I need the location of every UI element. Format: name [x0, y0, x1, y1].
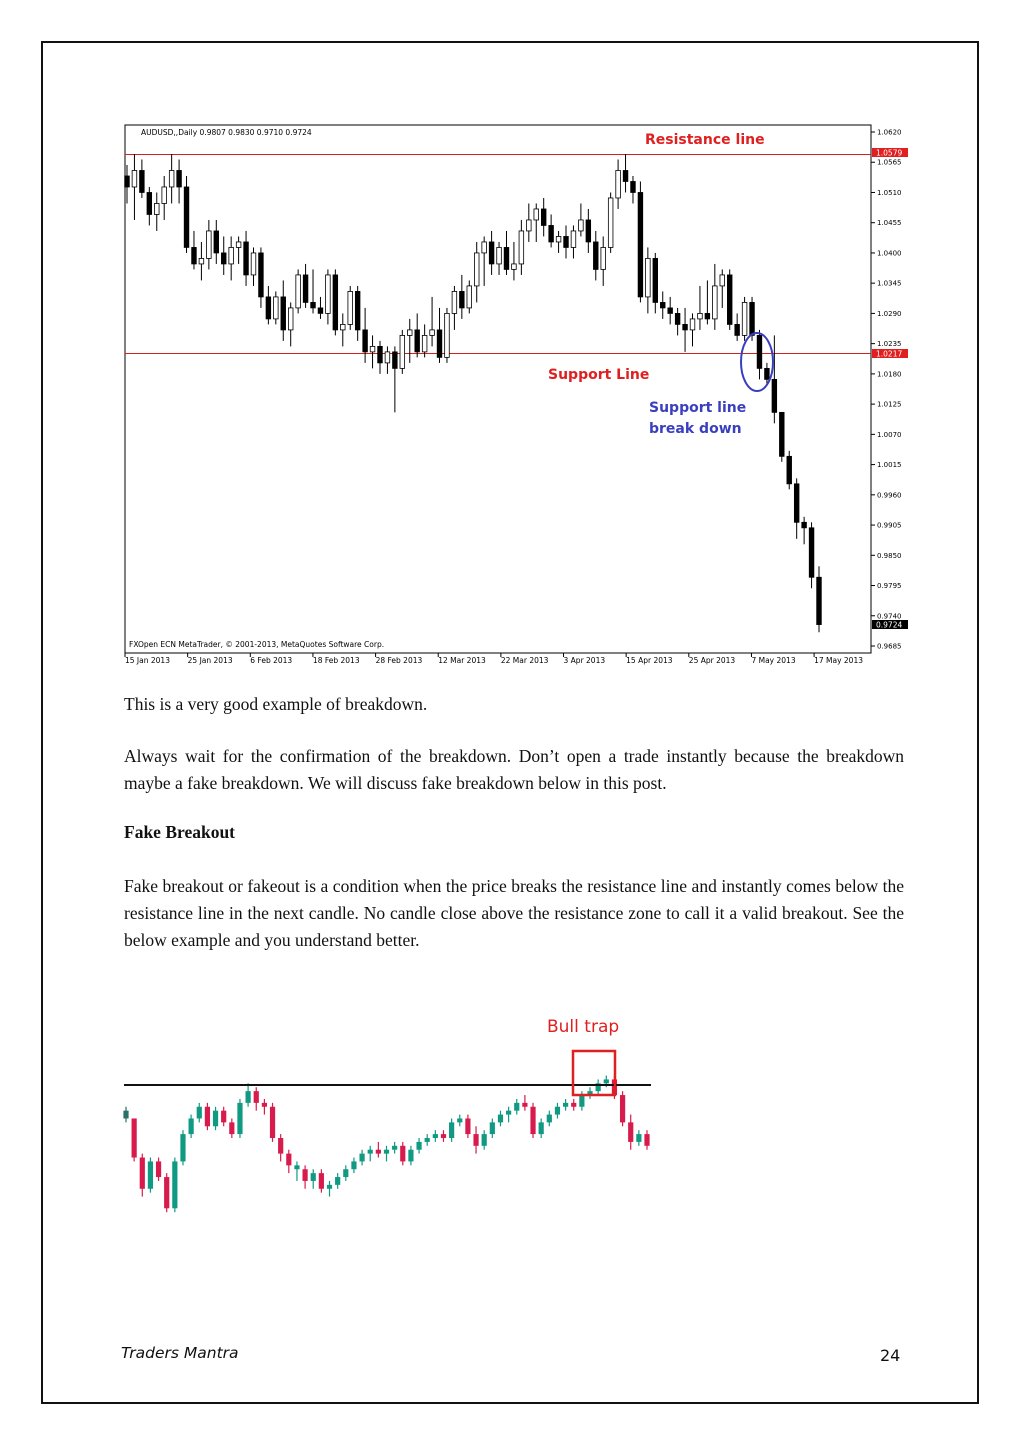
x-tick-label: 17 May 2013	[814, 656, 864, 665]
y-tick-label: 0.9850	[877, 551, 902, 560]
candle-body-bear	[549, 225, 554, 241]
candle-body-bear	[319, 1173, 324, 1189]
candle-body-bull	[506, 1111, 511, 1115]
support-price-label: 1.0217	[876, 349, 903, 359]
candle	[294, 1161, 299, 1181]
candle-body-bear	[415, 330, 420, 352]
candle-body-bull	[199, 258, 204, 263]
candle-body-bull	[534, 209, 539, 220]
candle	[563, 1099, 568, 1111]
paragraph-fakeout-definition: Fake breakout or fakeout is a condition when the price breaks the resistance line and instantly comes below the resistance line in the next candle. No candle close above the resistance zone to call it a valid breakout. See the below example and you understand better.	[124, 876, 904, 950]
candle-body-bear	[489, 242, 494, 264]
candle	[473, 1126, 478, 1153]
candle-body-bear	[259, 253, 264, 297]
candle	[246, 1083, 251, 1106]
candle-body-bear	[593, 242, 598, 269]
candle-body-bull	[237, 1103, 242, 1134]
candle	[189, 1115, 194, 1138]
paragraph-breakdown-example: This is a very good example of breakdown.	[124, 694, 428, 714]
candle-body-bear	[376, 1150, 381, 1154]
candle-body-bull	[154, 203, 159, 214]
candle-body-bull	[519, 231, 524, 264]
candle-body-bull	[392, 1146, 397, 1150]
candle-body-bull	[497, 247, 502, 263]
breakdown-annotation-line1: Support line	[649, 400, 747, 416]
candle-body-bull	[490, 1122, 495, 1134]
candle	[742, 297, 747, 341]
candle	[254, 1087, 259, 1110]
candle	[156, 1158, 161, 1181]
candle-body-bull	[527, 220, 532, 231]
x-tick-label: 12 Mar 2013	[438, 656, 486, 665]
candle	[311, 1169, 316, 1189]
candle	[335, 1173, 340, 1189]
candle-body-bull	[172, 1161, 177, 1208]
candle-body-bull	[246, 1091, 251, 1103]
x-tick-label: 6 Feb 2013	[250, 656, 293, 665]
breakdown-annotation-line2: break down	[649, 421, 742, 437]
candle-body-bear	[802, 522, 807, 527]
candle	[319, 1169, 324, 1192]
candle	[327, 1181, 332, 1197]
candle-body-bull	[408, 1150, 413, 1162]
candle-body-bull	[742, 302, 747, 335]
candle-body-bull	[690, 319, 695, 330]
page-number: 24	[880, 1346, 901, 1365]
y-tick-label: 1.0345	[877, 279, 902, 288]
candle-body-bull	[236, 242, 241, 247]
candle	[539, 1118, 544, 1138]
candle	[184, 176, 189, 253]
candle	[302, 1165, 307, 1188]
candle-body-bull	[385, 352, 390, 363]
candle	[433, 1130, 438, 1142]
candle-body-bull	[467, 286, 472, 308]
candle-body-bear	[302, 1169, 307, 1181]
candle	[172, 1158, 177, 1213]
candle-body-bull	[407, 330, 412, 335]
resistance-line-annotation: Resistance line	[645, 132, 765, 148]
candle	[620, 1091, 625, 1126]
candle-body-bear	[184, 187, 189, 247]
candle	[608, 192, 613, 252]
candle-body-bull	[608, 198, 613, 247]
candle-body-bull	[457, 1118, 462, 1122]
candle	[270, 1103, 275, 1142]
candle	[445, 308, 450, 363]
candle	[164, 1173, 169, 1212]
candle	[400, 330, 405, 374]
candle-body-bear	[460, 291, 465, 307]
candle-body-bear	[281, 297, 286, 330]
candle-body-bear	[623, 170, 628, 181]
candle-body-bull	[445, 313, 450, 357]
candle-body-bull	[326, 275, 331, 313]
candle-body-bear	[473, 1134, 478, 1146]
candle-body-bear	[221, 1111, 226, 1123]
candle-body-bull	[720, 275, 725, 286]
candle-body-bull	[368, 1150, 373, 1154]
x-tick-label: 25 Apr 2013	[688, 656, 736, 665]
candle-body-bull	[482, 1134, 487, 1146]
candle-body-bull	[452, 291, 457, 313]
candle	[490, 1118, 495, 1138]
candle-body-bear	[817, 577, 822, 624]
candle	[596, 1079, 601, 1095]
candle-body-bear	[727, 275, 732, 324]
candle-body-bull	[713, 286, 718, 319]
candle-body-bull	[340, 324, 345, 329]
candle-body-bull	[294, 1165, 299, 1169]
candle-body-bear	[393, 352, 398, 368]
candle-body-bull	[213, 1111, 218, 1127]
bull-trap-box	[573, 1051, 615, 1095]
candle-body-bull	[482, 242, 487, 253]
candle-body-bull	[422, 335, 427, 351]
candle-body-bear	[311, 302, 316, 307]
candle-body-bull	[148, 1161, 153, 1188]
x-tick-label: 22 Mar 2013	[500, 656, 549, 665]
candle-body-bear	[644, 1134, 649, 1146]
candle-body-bull	[180, 1134, 185, 1161]
candle-body-bull	[207, 231, 212, 258]
candle-body-bull	[274, 297, 279, 319]
y-tick-label: 1.0620	[877, 128, 902, 137]
candle	[636, 1130, 641, 1146]
candle-body-bear	[441, 1134, 446, 1138]
candle-body-bull	[335, 1177, 340, 1185]
candle-body-bear	[660, 302, 665, 307]
footer-brand: Traders Mantra	[121, 1344, 239, 1362]
y-tick-label: 1.0510	[877, 188, 902, 197]
x-tick-label: 15 Jan 2013	[125, 656, 170, 665]
candle-body-bull	[563, 1103, 568, 1107]
candle-body-bull	[547, 1115, 552, 1123]
candle-body-bull	[449, 1122, 454, 1138]
candle	[197, 1103, 202, 1123]
x-tick-label: 25 Jan 2013	[187, 656, 233, 665]
candle-body-bear	[779, 412, 784, 456]
candle	[482, 1130, 487, 1150]
y-tick-label: 0.9795	[877, 582, 902, 591]
candle-body-bull	[555, 1107, 560, 1115]
candle-body-bull	[162, 187, 167, 203]
candle	[140, 1154, 145, 1197]
y-tick-label: 1.0180	[877, 370, 902, 379]
candle-body-bear	[400, 1146, 405, 1162]
candle	[262, 1099, 267, 1115]
candle-body-bull	[474, 253, 479, 286]
candle-body-bear	[140, 1158, 145, 1189]
y-tick-label: 1.0070	[877, 430, 902, 439]
y-tick-label: 1.0565	[877, 158, 902, 167]
y-tick-label: 0.9960	[877, 491, 902, 500]
candle	[425, 1134, 430, 1146]
candle	[213, 1107, 218, 1130]
y-tick-label: 1.0290	[877, 309, 902, 318]
candle-body-bear	[378, 346, 383, 362]
candle-body-bull	[512, 264, 517, 269]
candle-body-bear	[541, 209, 546, 225]
candle-body-bear	[333, 275, 338, 330]
candle	[278, 1134, 283, 1161]
candle-body-bear	[363, 330, 368, 352]
candle-body-bull	[579, 220, 584, 231]
candle-body-bear	[530, 1107, 535, 1134]
candle-body-bear	[132, 1118, 137, 1157]
candle-body-bear	[318, 308, 323, 313]
candle	[392, 1142, 397, 1154]
candle-body-bear	[254, 1091, 259, 1103]
candle-body-bull	[601, 247, 606, 269]
candle-body-bear	[465, 1118, 470, 1134]
candle-body-bear	[205, 1107, 210, 1127]
candle	[787, 451, 792, 489]
candle-body-bear	[705, 313, 710, 318]
candle-body-bull	[169, 170, 174, 186]
candle-body-bear	[794, 484, 799, 522]
candle-body-bear	[221, 253, 226, 264]
candle	[384, 1146, 389, 1162]
candle-body-bull	[327, 1185, 332, 1189]
candle	[376, 1142, 381, 1158]
y-tick-label: 0.9740	[877, 612, 902, 621]
candle	[506, 1107, 511, 1123]
chart-plot-area	[125, 125, 871, 653]
y-tick-label: 1.0400	[877, 249, 902, 258]
candle	[400, 1142, 405, 1165]
candle-body-bear	[355, 291, 360, 329]
x-tick-label: 28 Feb 2013	[375, 656, 423, 665]
candle-body-bear	[504, 247, 509, 269]
candle-body-bear	[214, 231, 219, 253]
chart-header: AUDUSD,,Daily 0.9807 0.9830 0.9710 0.9724	[141, 128, 312, 137]
candle	[457, 1115, 462, 1127]
candle	[408, 1146, 413, 1166]
candle-body-bear	[638, 192, 643, 296]
candle-body-bear	[286, 1154, 291, 1166]
candle-body-bull	[646, 258, 651, 296]
candle-body-bear	[156, 1161, 161, 1177]
candle-body-bear	[683, 324, 688, 329]
candle-body-bull	[514, 1103, 519, 1111]
candle	[465, 1115, 470, 1138]
x-tick-label: 7 May 2013	[751, 656, 796, 665]
candle-body-bull	[433, 1134, 438, 1138]
y-tick-label: 1.0235	[877, 340, 902, 349]
candle	[368, 1146, 373, 1162]
candle	[343, 1165, 348, 1181]
y-tick-label: 1.0455	[877, 219, 902, 228]
x-tick-label: 3 Apr 2013	[563, 656, 606, 665]
candle-body-bull	[189, 1118, 194, 1134]
candle-body-bull	[498, 1115, 503, 1123]
candle-body-bear	[262, 1103, 267, 1107]
candle-body-bull	[296, 275, 301, 308]
candle-body-bear	[140, 170, 145, 192]
candle	[205, 1103, 210, 1130]
candle-body-bull	[636, 1134, 641, 1142]
candle-body-bull	[351, 1161, 356, 1169]
candle-body-bear	[244, 242, 249, 275]
candle-body-bull	[384, 1150, 389, 1154]
candle-body-bull	[370, 346, 375, 351]
candle-body-bear	[177, 170, 182, 186]
candle	[644, 1130, 649, 1150]
candle	[351, 1158, 356, 1174]
candle	[359, 1150, 364, 1166]
candle	[180, 1130, 185, 1165]
candle	[587, 1087, 592, 1099]
candle	[132, 1118, 137, 1161]
heading-fake-breakout: Fake Breakout	[124, 822, 235, 842]
candle-body-bull	[579, 1095, 584, 1107]
candle-body-bull	[556, 236, 561, 241]
candle-body-bear	[147, 192, 152, 214]
y-tick-label: 1.0015	[877, 461, 902, 470]
candle-body-bull	[425, 1138, 430, 1142]
candle	[229, 1118, 234, 1138]
candle	[348, 286, 353, 330]
candle	[498, 1111, 503, 1127]
candle-body-bear	[750, 302, 755, 335]
chart-watermark: FXOpen ECN MetaTrader, © 2001-2013, MetaQuotes Software Corp.	[129, 640, 385, 649]
candle-body-bear	[303, 275, 308, 302]
candle-body-bull	[400, 335, 405, 368]
candle-body-bear	[757, 335, 762, 368]
paragraph-confirmation: Always wait for the confirmation of the breakdown. Don’t open a trade instantly because the breakdown maybe a fake breakdown. We will discuss fake breakdown below in this post.	[124, 746, 904, 793]
candle-body-bull	[288, 308, 293, 330]
candle-body-bear	[735, 324, 740, 335]
candle-body-bear	[571, 1103, 576, 1107]
candle-body-bear	[229, 1122, 234, 1134]
candle-body-bull	[343, 1169, 348, 1177]
candle-body-bull	[311, 1173, 316, 1181]
x-tick-label: 15 Apr 2013	[626, 656, 673, 665]
candle	[522, 1095, 527, 1111]
candle-body-bear	[586, 220, 591, 242]
candle-body-bear	[628, 1122, 633, 1142]
candle	[547, 1111, 552, 1127]
candle	[638, 181, 643, 302]
bull-trap-label: Bull trap	[547, 1017, 620, 1037]
candle-body-bear	[164, 1177, 169, 1208]
candle	[779, 412, 784, 461]
candle	[449, 1118, 454, 1141]
y-tick-label: 0.9685	[877, 642, 902, 651]
y-tick-label: 0.9905	[877, 521, 902, 530]
candle	[530, 1103, 535, 1138]
resistance-price-label: 1.0579	[876, 148, 903, 158]
x-tick-label: 18 Feb 2013	[312, 656, 360, 665]
bull-trap-chart	[121, 1008, 656, 1228]
candle-body-bull	[132, 170, 137, 186]
candle	[286, 1150, 291, 1173]
audusd-chart	[121, 124, 911, 669]
candle-body-bull	[197, 1107, 202, 1119]
candle-body-bull	[359, 1154, 364, 1162]
candle-body-bear	[631, 181, 636, 192]
candle-body-bear	[787, 456, 792, 483]
candle-body-bear	[765, 368, 770, 379]
candle-body-bear	[564, 236, 569, 247]
candle-body-bull	[698, 313, 703, 318]
candle-body-bull	[348, 291, 353, 324]
candle-body-bear	[125, 176, 130, 187]
candle	[123, 1107, 128, 1123]
candle-body-bull	[539, 1122, 544, 1134]
support-line-annotation: Support Line	[548, 367, 650, 383]
last-price-label: 0.9724	[876, 620, 903, 630]
candle	[416, 1138, 421, 1154]
candle-body-bear	[123, 1111, 128, 1119]
candle	[571, 1099, 576, 1111]
candle-body-bull	[416, 1142, 421, 1150]
candle-body-bull	[604, 1079, 609, 1083]
candle	[441, 1130, 446, 1142]
candle-body-bear	[668, 308, 673, 313]
candle-body-bear	[266, 297, 271, 319]
candle-body-bear	[620, 1095, 625, 1122]
candle-body-bear	[772, 379, 777, 412]
candle-body-bear	[522, 1103, 527, 1107]
candle	[221, 1107, 226, 1127]
candle-body-bull	[571, 231, 576, 247]
candle-body-bull	[616, 170, 621, 197]
candle-body-bear	[653, 258, 658, 302]
y-tick-label: 1.0125	[877, 400, 902, 409]
candle-body-bear	[675, 313, 680, 324]
candle	[555, 1103, 560, 1119]
candle-body-bear	[192, 247, 197, 263]
candle-body-bear	[809, 528, 814, 577]
candle	[333, 269, 338, 335]
candle	[727, 269, 732, 329]
candle	[514, 1099, 519, 1115]
candle-body-bear	[437, 330, 442, 357]
candle-body-bull	[229, 247, 234, 263]
candle-body-bull	[251, 253, 256, 275]
candle-body-bear	[278, 1138, 283, 1154]
candle-body-bear	[270, 1107, 275, 1138]
candle	[628, 1115, 633, 1150]
candle	[148, 1158, 153, 1193]
candle	[296, 269, 301, 313]
candle-body-bull	[430, 330, 435, 335]
candle	[237, 1099, 242, 1138]
